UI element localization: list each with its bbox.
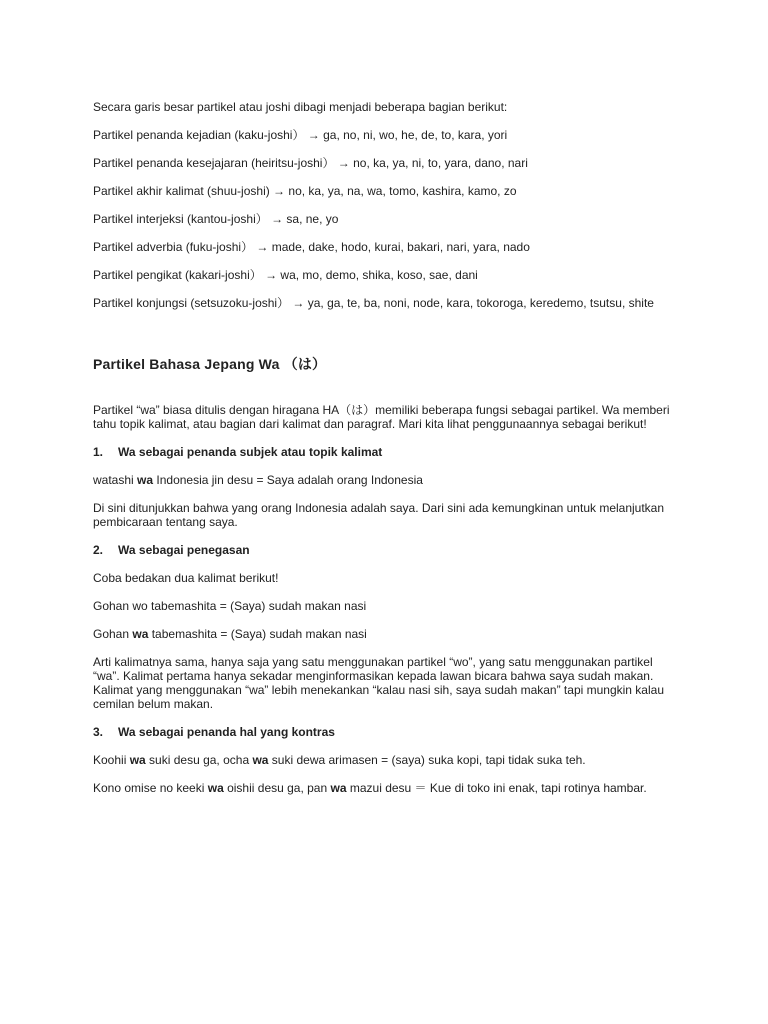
example-sentence: Koohii wa suki desu ga, ocha wa suki dewa arimasen = (saya) suka kopi, tapi tidak suka teh. [93, 753, 586, 767]
document-page [93, 100, 673, 809]
subsection-title: Wa sebagai penegasan [118, 543, 250, 557]
subsection-1-heading [93, 445, 673, 459]
list-item: Partikel penanda kejadian (kaku-joshi） → ga, no, ni, wo, he, de, to, kara, yori [93, 128, 508, 142]
particle-wa: wa [137, 473, 154, 487]
subsection-number: 1. [93, 445, 104, 459]
subsection-number: 3. [93, 725, 104, 739]
subsection-title: Wa sebagai penanda hal yang kontras [118, 725, 335, 739]
particle-wa: wa [207, 781, 224, 795]
subsection-title: Wa sebagai penanda subjek atau topik kalimat [118, 445, 383, 459]
particle-wa: wa [330, 781, 347, 795]
subsection-2-heading [93, 543, 673, 557]
list-item: Partikel konjungsi (setsuzoku-joshi） → ya, ga, te, ba, noni, node, kara, tokoroga, keredemo, tsutsu, shite [93, 296, 654, 310]
list-item: Partikel penanda kesejajaran (heiritsu-joshi） → no, ka, ya, ni, to, yara, dano, nari [93, 156, 528, 170]
explanation-text: Di sini ditunjukkan bahwa yang orang Indonesia adalah saya. Dari sini ada kemungkinan untuk melanjutkan pembicaraan tentang saya. [93, 501, 665, 529]
subsection-3-heading [93, 725, 673, 739]
list-item: Partikel adverbia (fuku-joshi） → made, dake, hodo, kurai, bakari, nari, yara, nado [93, 240, 530, 254]
example-sentence: Kono omise no keeki wa oishii desu ga, pan wa mazui desu ＝ Kue di toko ini enak, tapi rotinya hambar. [93, 781, 647, 795]
example-sentence: watashi wa Indonesia jin desu = Saya adalah orang Indonesia [93, 473, 423, 487]
list-item: Partikel pengikat (kakari-joshi） → wa, mo, demo, shika, koso, sae, dani [93, 268, 478, 282]
section-title: Partikel Bahasa Jepang Wa （は） [93, 356, 327, 372]
explanation-text: Arti kalimatnya sama, hanya saja yang satu menggunakan partikel “wo”, yang satu menggunakan partikel “wa”. Kalimat pertama hanya sekadar menginformasikan kepada lawan bicara bahwa saya sudah makan. Kalimat yang menggunakan “wa” lebih menekankan “kalau nasi sih, saya sudah makan” tapi mungkin kalau cemilan belum makan. [93, 655, 664, 711]
section-intro: Partikel “wa” biasa ditulis dengan hiragana HA（は）memiliki beberapa fungsi sebagai partikel. Wa memberi tahu topik kalimat, atau bagian dari kalimat dan paragraf. Mari kita lihat penggunaannya sebagai berikut! [93, 403, 670, 431]
list-item: Partikel akhir kalimat (shuu-joshi) → no, ka, ya, na, wa, tomo, kashira, kamo, zo [93, 184, 517, 198]
subsection-number: 2. [93, 543, 104, 557]
example-sentence: Gohan wo tabemashita = (Saya) sudah makan nasi [93, 599, 367, 613]
particle-wa: wa [132, 627, 149, 641]
particle-wa: wa [129, 753, 146, 767]
partikel-list [93, 128, 673, 310]
particle-wa: wa [252, 753, 269, 767]
example-sentence: Gohan wa tabemashita = (Saya) sudah makan nasi [93, 627, 367, 641]
lead-text: Coba bedakan dua kalimat berikut! [93, 571, 279, 585]
intro-text: Secara garis besar partikel atau joshi dibagi menjadi beberapa bagian berikut: [93, 100, 508, 114]
list-item: Partikel interjeksi (kantou-joshi） → sa, ne, yo [93, 212, 339, 226]
